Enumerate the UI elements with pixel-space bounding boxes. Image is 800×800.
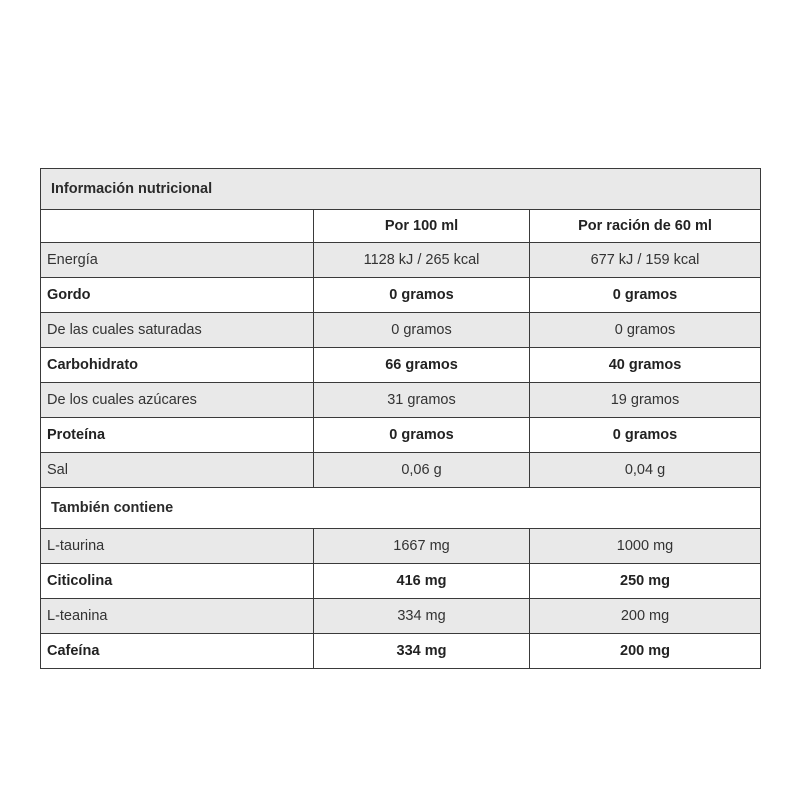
column-header-blank: [41, 210, 314, 243]
row-label: Energía: [41, 243, 314, 278]
table-title-row: [41, 169, 761, 210]
row-value-per-100ml: 1667 mg: [314, 529, 530, 564]
table-row: [41, 278, 761, 313]
row-value-per-serving: 0 gramos: [530, 278, 761, 313]
row-value-per-100ml: 0 gramos: [314, 313, 530, 348]
column-header-per-serving: Por ración de 60 ml: [530, 210, 761, 243]
row-label: Citicolina: [41, 564, 314, 599]
row-value-per-100ml: 0 gramos: [314, 278, 530, 313]
row-value-per-serving: 0,04 g: [530, 453, 761, 488]
row-value-per-serving: 677 kJ / 159 kcal: [530, 243, 761, 278]
row-value-per-100ml: 416 mg: [314, 564, 530, 599]
row-value-per-100ml: 1128 kJ / 265 kcal: [314, 243, 530, 278]
row-label: Sal: [41, 453, 314, 488]
row-value-per-serving: 0 gramos: [530, 418, 761, 453]
table-title: Información nutricional: [41, 169, 761, 210]
row-label: Carbohidrato: [41, 348, 314, 383]
table-row: [41, 243, 761, 278]
row-value-per-100ml: 334 mg: [314, 634, 530, 669]
row-label: De los cuales azúcares: [41, 383, 314, 418]
row-label: Cafeína: [41, 634, 314, 669]
row-value-per-serving: 40 gramos: [530, 348, 761, 383]
table-row: [41, 564, 761, 599]
table-row: [41, 634, 761, 669]
row-value-per-serving: 200 mg: [530, 634, 761, 669]
row-value-per-serving: 1000 mg: [530, 529, 761, 564]
section-title-row: [41, 488, 761, 529]
table-row: [41, 418, 761, 453]
row-value-per-serving: 200 mg: [530, 599, 761, 634]
column-header-row: [41, 210, 761, 243]
row-value-per-100ml: 31 gramos: [314, 383, 530, 418]
row-value-per-100ml: 0,06 g: [314, 453, 530, 488]
row-value-per-100ml: 66 gramos: [314, 348, 530, 383]
row-value-per-serving: 0 gramos: [530, 313, 761, 348]
row-label: Proteína: [41, 418, 314, 453]
row-value-per-serving: 19 gramos: [530, 383, 761, 418]
table-row: [41, 453, 761, 488]
table-row: [41, 348, 761, 383]
table-row: [41, 313, 761, 348]
row-label: L-taurina: [41, 529, 314, 564]
table-row: [41, 599, 761, 634]
column-header-per-100ml: Por 100 ml: [314, 210, 530, 243]
table-row: [41, 529, 761, 564]
section-title-also-contains: También contiene: [41, 488, 761, 529]
row-label: L-teanina: [41, 599, 314, 634]
row-value-per-100ml: 0 gramos: [314, 418, 530, 453]
row-value-per-100ml: 334 mg: [314, 599, 530, 634]
row-label: De las cuales saturadas: [41, 313, 314, 348]
row-value-per-serving: 250 mg: [530, 564, 761, 599]
row-label: Gordo: [41, 278, 314, 313]
nutrition-table: [40, 168, 761, 669]
table-row: [41, 383, 761, 418]
